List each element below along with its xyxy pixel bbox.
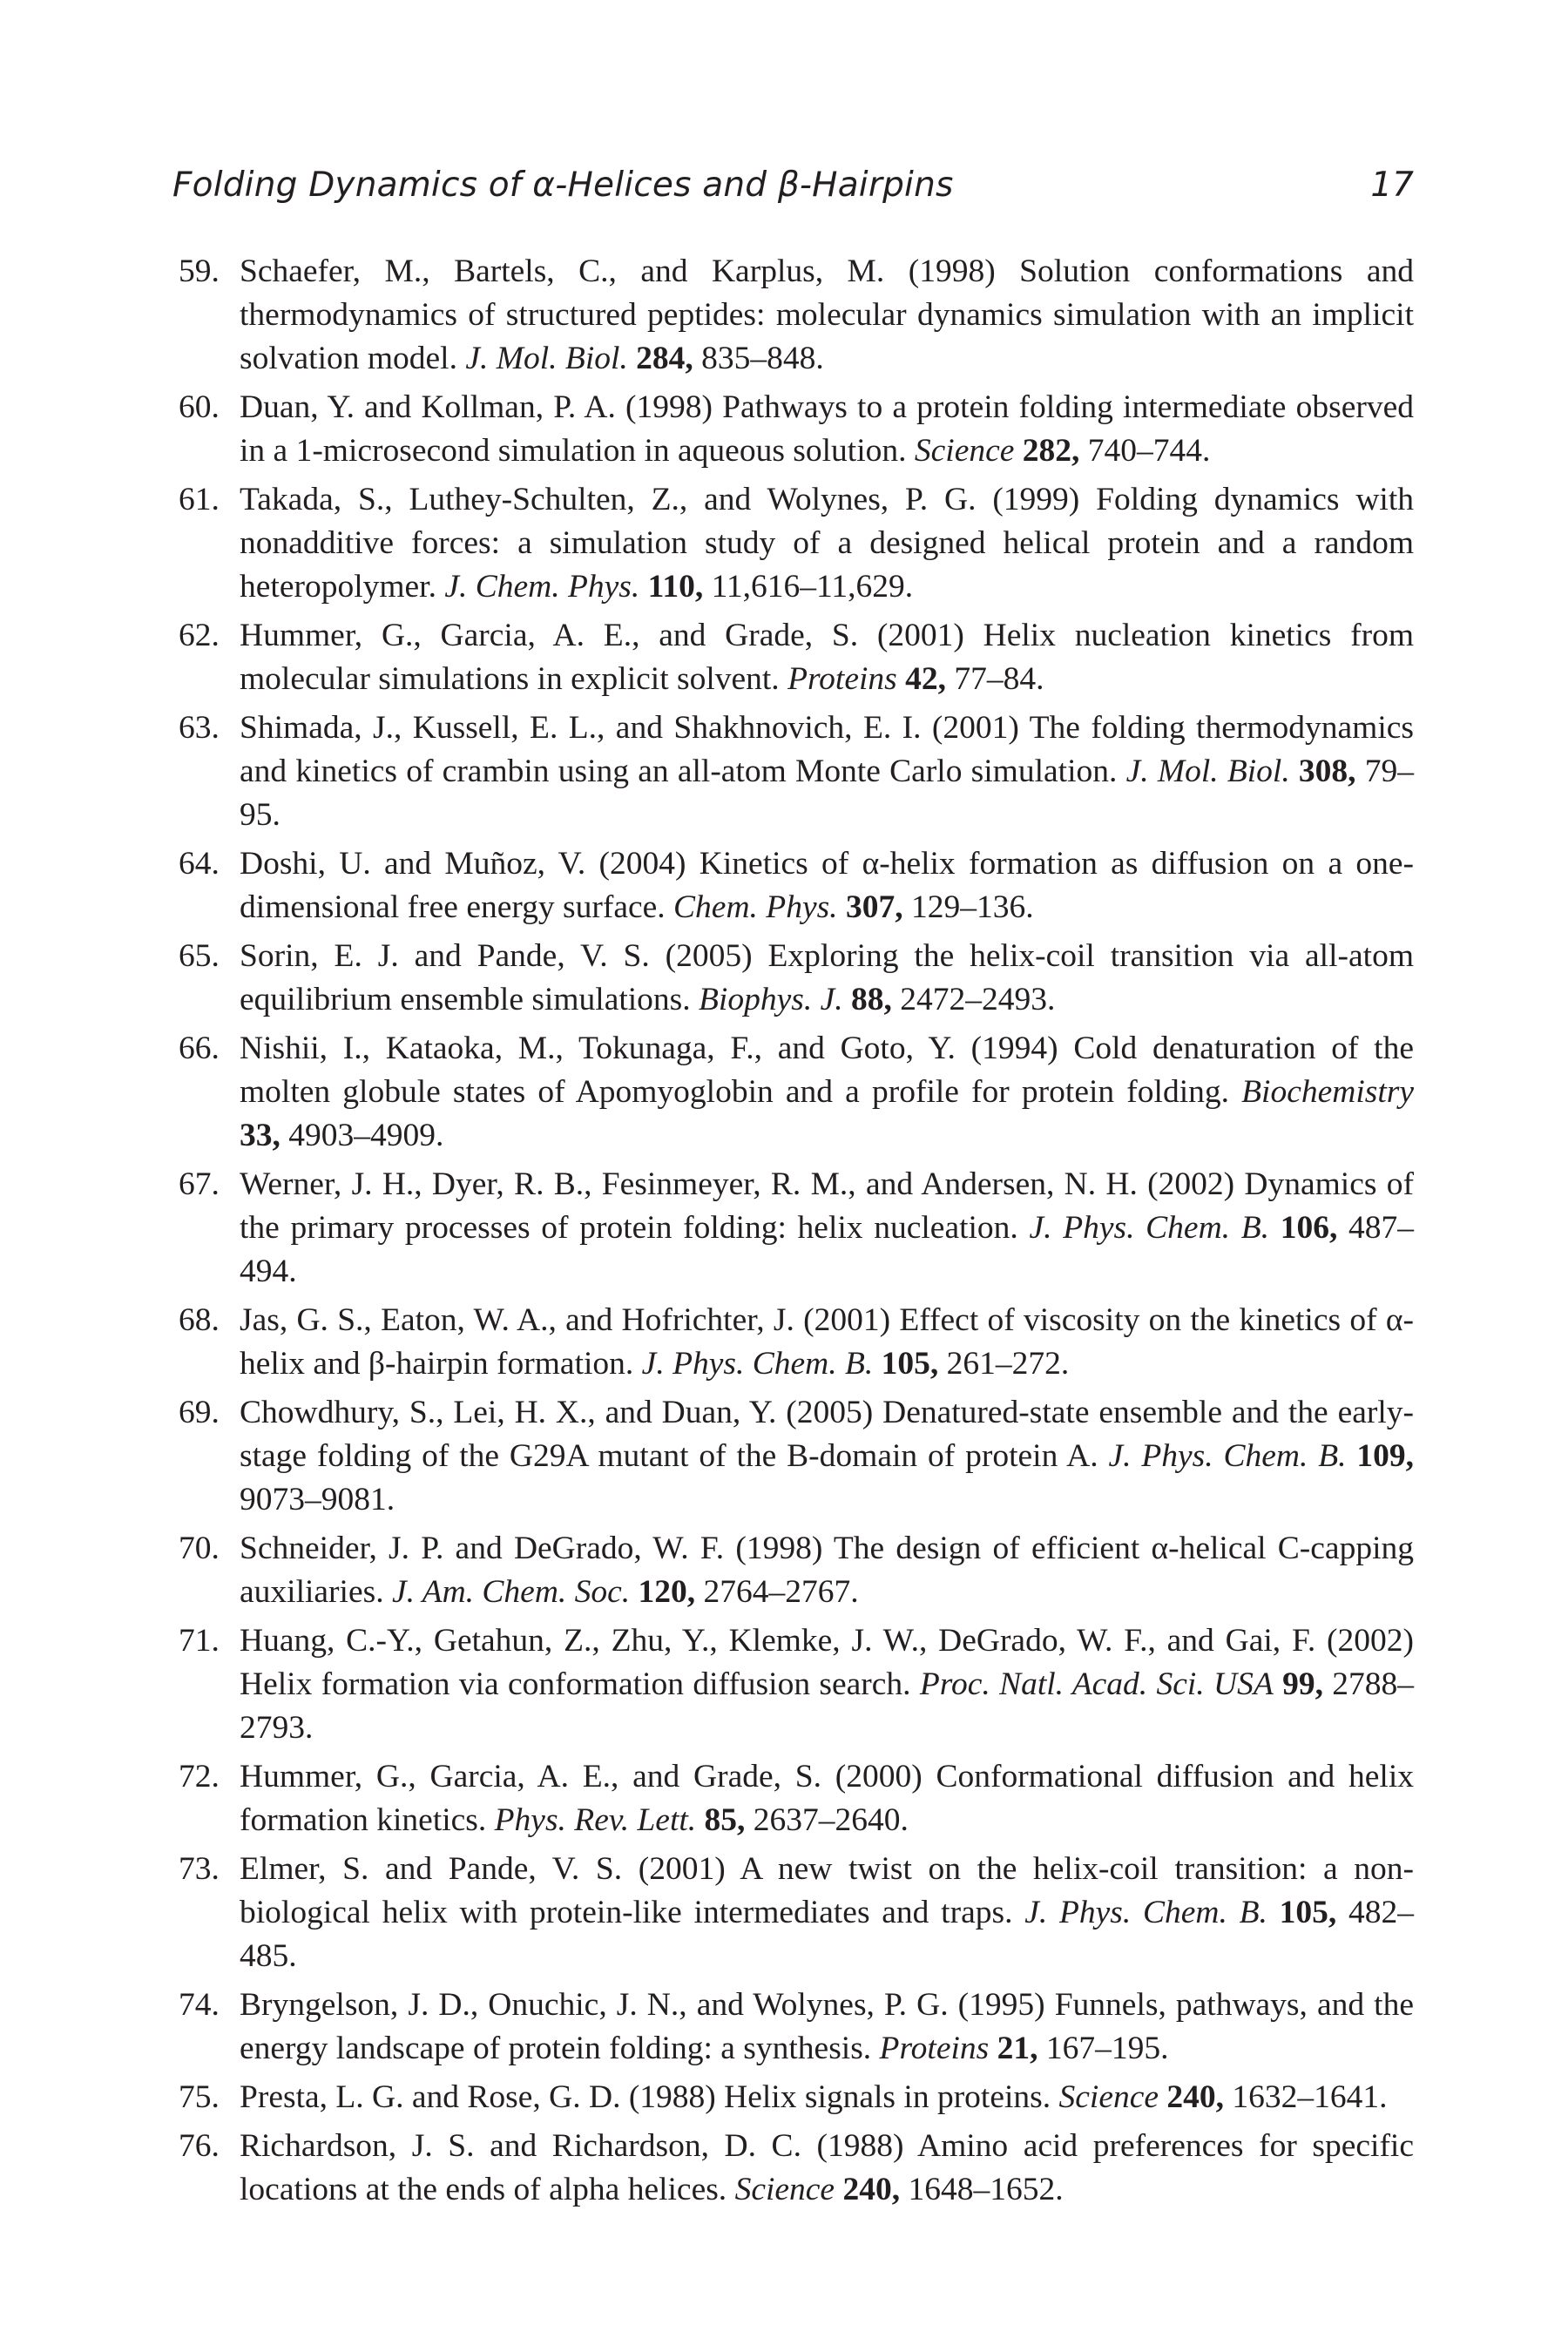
reference-segment: Elmer, S. and Pande, V. S. (2001) A new twist on the helix-coil transition: a non-biological helix with protein-like intermediates and traps. [240,1851,1414,1930]
reference-segment: Presta, L. G. and Rose, G. D. (1988) Helix signals in proteins. [240,2079,1059,2115]
reference-number: 65. [179,938,220,974]
reference-segment [630,1574,638,1610]
reference-segment [873,1346,881,1382]
reference-volume: 99, [1282,1666,1323,1702]
reference-number: 76. [179,2128,220,2164]
reference-journal: Proteins [787,661,897,697]
reference-journal: J. Am. Chem. Soc. [391,1574,631,1610]
reference-segment [1274,1666,1282,1702]
reference-volume: 109, [1356,1438,1415,1474]
reference-segment [1267,1895,1280,1930]
reference-segment: 261–272. [938,1346,1070,1382]
reference-number: 63. [179,710,220,746]
reference-volume: 282, [1022,433,1080,469]
reference-segment [628,341,636,376]
running-title-part: Folding Dynamics of [172,166,533,205]
reference-number: 70. [179,1531,220,1566]
reference-entry [179,2076,1414,2119]
reference-journal: J. Phys. Chem. B. [1024,1895,1267,1930]
reference-entry [179,935,1414,1022]
reference-segment [1290,754,1299,789]
reference-number: 73. [179,1851,220,1887]
reference-number: 61. [179,482,220,517]
reference-text [240,1987,1414,2066]
running-title [172,166,954,205]
reference-segment: Schneider, J. P. and DeGrado, W. F. (1998) The design of efficient α-helical C-capping auxiliaries. [240,1531,1414,1610]
reference-entry [179,1027,1414,1158]
reference-segment: 167–195. [1037,2031,1169,2066]
reference-segment: 482–485. [240,1895,1415,1974]
reference-segment: Doshi, U. and Muñoz, V. (2004) Kinetics of α-helix formation as diffusion on a one-dimensional free energy surface. [240,846,1414,925]
reference-segment: Werner, J. H., Dyer, R. B., Fesinmeyer, R. M., and Andersen, N. H. (2002) Dynamics of the primary processes of protein folding: helix nucleation. [240,1166,1414,1246]
reference-journal: Biophys. J. [699,982,843,1017]
beta-symbol: β [777,166,800,205]
reference-segment: 2637–2640. [745,1802,909,1838]
reference-segment: 487–494. [240,1210,1415,1289]
reference-segment [1159,2079,1166,2115]
reference-segment: Hummer, G., Garcia, A. E., and Grade, S. (2001) Helix nucleation kinetics from molecular simulations in explicit solvent. [240,618,1414,697]
reference-segment: Sorin, E. J. and Pande, V. S. (2005) Exploring the helix-coil transition via all-atom equilibrium ensemble simulations. [240,938,1414,1017]
reference-text [240,846,1414,925]
reference-volume: 307, [845,889,903,925]
reference-journal: Science [734,2172,835,2207]
reference-segment: 2788–2793. [240,1666,1415,1746]
reference-text [240,1851,1414,1974]
reference-segment: Hummer, G., Garcia, A. E., and Grade, S. (2000) Conformational diffusion and helix formation kinetics. [240,1759,1414,1838]
reference-list [179,250,1414,2217]
reference-journal: J. Chem. Phys. [444,569,640,605]
reference-entry [179,842,1414,929]
reference-text [240,1759,1414,1838]
reference-segment [843,982,851,1017]
reference-journal: Proteins [879,2031,990,2066]
reference-segment: 79–95. [240,754,1415,833]
reference-number: 69. [179,1395,220,1430]
reference-segment: 77–84. [946,661,1044,697]
reference-text [240,938,1414,1017]
reference-entry [179,2125,1414,2212]
reference-volume: 21, [997,2031,1038,2066]
reference-segment: Shimada, J., Kussell, E. L., and Shakhnovich, E. I. (2001) The folding thermodynamics and kinetics of crambin using an all-atom Monte Carlo simulation. [240,710,1414,789]
reference-segment [989,2031,997,2066]
reference-entry [179,478,1414,609]
reference-entry [179,1619,1414,1750]
reference-text [240,1395,1414,1517]
reference-segment: 11,616–11,629. [703,569,914,605]
reference-segment [838,889,846,925]
reference-journal: Science [1058,2079,1159,2115]
reference-volume: 85, [704,1802,746,1838]
reference-entry [179,386,1414,473]
reference-text [240,1031,1414,1153]
reference-segment: Takada, S., Luthey-Schulten, Z., and Wolynes, P. G. (1999) Folding dynamics with nonadditive forces: a simulation study of a designed helical protein and a random heteropolymer. [240,482,1414,605]
reference-journal: Proc. Natl. Acad. Sci. USA [919,1666,1274,1702]
reference-segment: 2764–2767. [695,1574,859,1610]
reference-volume: 284, [636,341,693,376]
reference-number: 74. [179,1987,220,2023]
reference-entry [179,1755,1414,1842]
reference-volume: 106, [1280,1210,1338,1246]
reference-text [240,710,1414,833]
running-title-part: -Helices and [555,166,778,205]
reference-segment: Nishii, I., Kataoka, M., Tokunaga, F., and Goto, Y. (1994) Cold denaturation of the molten globule states of Apomyoglobin and a profile for protein folding. [240,1031,1414,1110]
reference-segment: 129–136. [902,889,1034,925]
reference-number: 68. [179,1302,220,1338]
running-header [172,166,1414,218]
reference-volume: 110, [647,569,704,605]
reference-entry [179,1299,1414,1386]
running-title-part: -Hairpins [799,166,954,205]
page-number: 17 [1370,166,1414,205]
reference-number: 71. [179,1623,220,1659]
reference-journal: Biochemistry [1241,1074,1414,1110]
reference-segment: Huang, C.-Y., Getahun, Z., Zhu, Y., Klemke, J. W., DeGrado, W. F., and Gai, F. (2002) Helix formation via conformation diffusion search. [240,1623,1414,1702]
reference-entry [179,1163,1414,1294]
reference-segment: 1648–1652. [900,2172,1064,2207]
reference-segment: Duan, Y. and Kollman, P. A. (1998) Pathways to a protein folding intermediate observed in a 1-microsecond simulation in aqueous solution. [240,389,1414,469]
reference-journal: J. Phys. Chem. B. [641,1346,874,1382]
reference-volume: 240, [842,2172,901,2207]
reference-entry [179,1527,1414,1614]
reference-text [240,1623,1414,1746]
reference-segment: Bryngelson, J. D., Onuchic, J. N., and Wolynes, P. G. (1995) Funnels, pathways, and the energy landscape of protein folding: a synthesis. [240,1987,1414,2066]
reference-number: 62. [179,618,220,653]
reference-segment [639,569,647,605]
reference-entry [179,1984,1414,2071]
reference-text [240,1166,1414,1289]
reference-volume: 105, [1279,1895,1337,1930]
reference-entry [179,614,1414,701]
reference-journal: J. Phys. Chem. B. [1108,1438,1347,1474]
reference-journal: J. Mol. Biol. [465,341,628,376]
reference-text [240,253,1414,376]
reference-segment [696,1802,704,1838]
reference-number: 67. [179,1166,220,1202]
reference-entry [179,1848,1414,1978]
reference-number: 75. [179,2079,220,2115]
reference-text [240,1302,1414,1382]
reference-volume: 308, [1298,754,1356,789]
reference-segment: Schaefer, M., Bartels, C., and Karplus, M. (1998) Solution conformations and thermodynamics of structured peptides: molecular dynamics simulation with an implicit solvation model. [240,253,1414,376]
reference-volume: 240, [1166,2079,1225,2115]
reference-journal: J. Mol. Biol. [1125,754,1290,789]
reference-volume: 33, [240,1118,280,1153]
reference-segment: Chowdhury, S., Lei, H. X., and Duan, Y. (2005) Denatured-state ensemble and the early-stage folding of the G29A mutant of the B-domain of protein A. [240,1395,1414,1474]
reference-entry [179,250,1414,381]
reference-number: 66. [179,1031,220,1066]
reference-segment: 835–848. [693,341,824,376]
reference-volume: 88, [850,982,892,1017]
reference-volume: 42, [905,661,946,697]
reference-journal: Science [914,433,1015,469]
reference-text [240,1531,1414,1610]
reference-segment: Jas, G. S., Eaton, W. A., and Hofrichter, J. (2001) Effect of viscosity on the kinetics of α-helix and β-hairpin formation. [240,1302,1414,1382]
reference-segment [897,661,905,697]
reference-text [240,618,1414,697]
reference-segment: 1632–1641. [1224,2079,1388,2115]
reference-volume: 120, [638,1574,696,1610]
reference-entry [179,1391,1414,1522]
reference-segment [1347,1438,1357,1474]
reference-text [240,482,1414,605]
reference-entry [179,706,1414,837]
reference-journal: Phys. Rev. Lett. [494,1802,697,1838]
reference-text [240,389,1414,469]
reference-segment: Richardson, J. S. and Richardson, D. C. (1988) Amino acid preferences for specific locations at the ends of alpha helices. [240,2128,1414,2207]
alpha-symbol: α [532,166,556,205]
reference-segment: 9073–9081. [240,1482,395,1517]
reference-text [240,2128,1414,2207]
reference-journal: Chem. Phys. [673,889,838,925]
reference-segment [1014,433,1022,469]
reference-segment [1269,1210,1281,1246]
reference-segment: 740–744. [1079,433,1211,469]
reference-segment: 4903–4909. [280,1118,444,1153]
reference-number: 59. [179,253,220,289]
reference-segment: 2472–2493. [891,982,1056,1017]
reference-number: 64. [179,846,220,882]
reference-journal: J. Phys. Chem. B. [1029,1210,1270,1246]
reference-number: 60. [179,389,220,425]
reference-volume: 105, [881,1346,939,1382]
reference-number: 72. [179,1759,220,1794]
reference-text [240,2079,1388,2115]
